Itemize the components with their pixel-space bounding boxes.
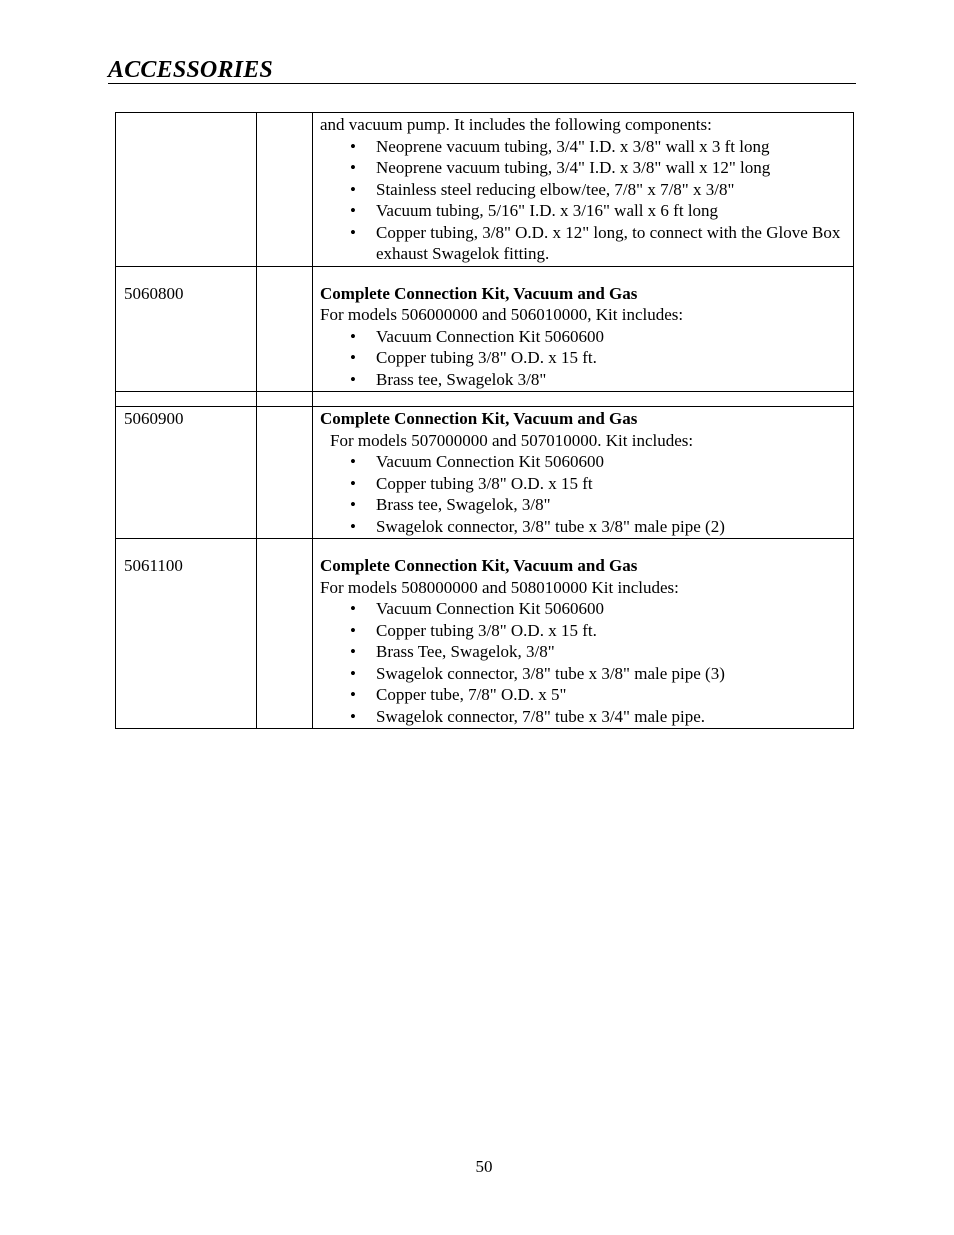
blank-cell <box>313 392 854 407</box>
kit-title: Complete Connection Kit, Vacuum and Gas <box>320 283 638 303</box>
page-title: ACCESSORIES <box>108 57 273 83</box>
list-item: • Brass tee, Swagelok 3/8" <box>376 369 847 391</box>
list-item: • Copper tubing 3/8" O.D. x 15 ft. <box>376 620 847 642</box>
component-list <box>320 451 847 537</box>
description-intro: and vacuum pump. It includes the following components: <box>320 115 712 134</box>
list-item: • Brass Tee, Swagelok, 3/8" <box>376 641 847 663</box>
list-item: • Copper tubing, 3/8" O.D. x 12" long, to connect with the Glove Box exhaust Swagelok fitting. <box>376 222 847 265</box>
list-item: • Vacuum Connection Kit 5060600 <box>376 598 847 620</box>
list-item: • Swagelok connector, 3/8" tube x 3/8" male pipe (2) <box>376 516 847 538</box>
blank-cell <box>257 266 313 392</box>
kit-title: Complete Connection Kit, Vacuum and Gas <box>320 556 638 575</box>
list-item: • Neoprene vacuum tubing, 3/4" I.D. x 3/8" wall x 3 ft long <box>376 136 847 158</box>
accessories-table <box>115 112 854 729</box>
part-number-cell: 5061100 <box>116 539 257 729</box>
list-item: • Stainless steel reducing elbow/tee, 7/8" x 7/8" x 3/8" <box>376 179 847 201</box>
description-cell <box>313 539 854 729</box>
table-row <box>116 392 854 407</box>
blank-cell <box>116 392 257 407</box>
list-item: • Brass tee, Swagelok, 3/8" <box>376 494 847 516</box>
kit-title: Complete Connection Kit, Vacuum and Gas <box>320 409 638 428</box>
component-list <box>320 326 847 391</box>
table-row <box>116 113 854 267</box>
table-row <box>116 539 854 729</box>
part-number-cell: 5060800 <box>116 266 257 392</box>
list-item: • Copper tubing 3/8" O.D. x 15 ft <box>376 473 847 495</box>
description-intro: For models 507000000 and 507010000. Kit includes: <box>330 430 694 450</box>
list-item: • Vacuum tubing, 5/16" I.D. x 3/16" wall x 6 ft long <box>376 200 847 222</box>
page-number: 50 <box>475 1157 493 1176</box>
blank-cell <box>257 392 313 407</box>
page-header <box>108 56 856 84</box>
list-item: • Copper tube, 7/8" O.D. x 5" <box>376 684 847 706</box>
table-row <box>116 266 854 392</box>
blank-cell <box>257 113 313 267</box>
list-item: • Copper tubing 3/8" O.D. x 15 ft. <box>376 347 847 369</box>
list-item: • Vacuum Connection Kit 5060600 <box>376 326 847 348</box>
component-list <box>320 136 847 265</box>
list-item: • Swagelok connector, 3/8" tube x 3/8" male pipe (3) <box>376 663 847 685</box>
list-item: • Neoprene vacuum tubing, 3/4" I.D. x 3/8" wall x 12" long <box>376 157 847 179</box>
list-item: • Vacuum Connection Kit 5060600 <box>376 451 847 473</box>
description-intro: For models 506000000 and 506010000, Kit includes: <box>320 305 684 324</box>
component-list <box>320 598 847 727</box>
description-cell <box>313 113 854 267</box>
part-number-cell: 5060900 <box>116 407 257 539</box>
list-item: • Swagelok connector, 7/8" tube x 3/4" male pipe. <box>376 706 847 728</box>
description-cell <box>313 266 854 392</box>
blank-cell <box>257 407 313 539</box>
description-intro: For models 508000000 and 508010000 Kit includes: <box>320 577 679 597</box>
part-number-cell <box>116 113 257 267</box>
blank-cell <box>257 539 313 729</box>
description-cell <box>313 407 854 539</box>
table-row <box>116 407 854 539</box>
